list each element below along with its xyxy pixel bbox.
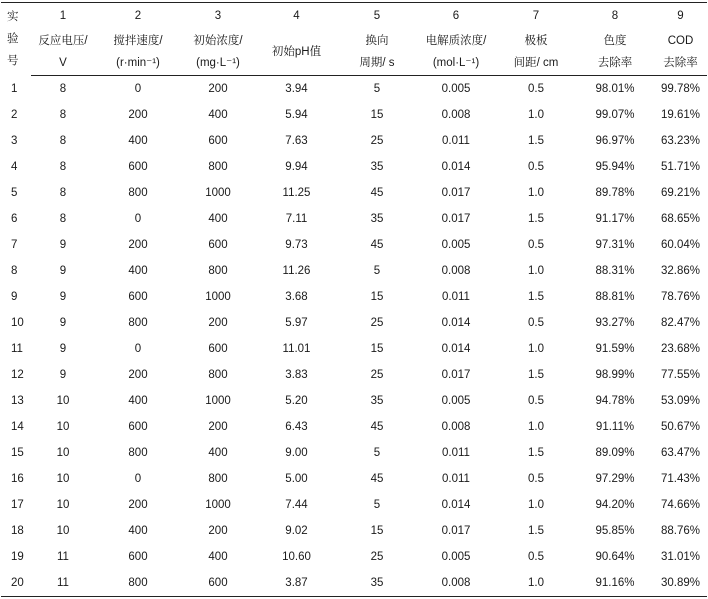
table-cell: 1.5 [528,447,544,459]
col-header-line2: V [59,57,67,69]
table-cell: 0.008 [441,109,471,121]
table-cell: 94.78% [595,395,635,407]
table-cell: 11 [11,343,23,355]
table-cell: 88.31% [595,265,635,277]
table-row [1,102,707,128]
table-cell: 200 [128,499,148,511]
col-header-plate-spacing [496,29,576,76]
experiment-number-header [1,3,31,76]
table-cell: 0.017 [441,525,471,537]
table-cell: 200 [128,369,148,381]
table-cell: 1.0 [528,109,544,121]
table-row [1,492,707,518]
table-cell: 68.65% [660,213,700,225]
col-header-line1: 搅拌速度/ [113,35,163,47]
table-cell: 10.60 [282,551,311,563]
table-cell: 25 [370,317,384,329]
table-cell: 4 [11,161,18,173]
table-cell: 1000 [205,291,231,303]
table-cell: 5.00 [285,473,308,485]
column-number-row [1,3,707,30]
table-cell: 1.0 [528,343,544,355]
table-cell: 0.5 [528,83,544,95]
table-cell: 1.5 [528,525,544,537]
table-cell: 9.02 [285,525,308,537]
col-number: 5 [338,3,416,30]
table-cell: 25 [370,369,384,381]
table-cell: 1.5 [528,135,544,147]
col-header-line1: 初始浓度/ [193,35,243,47]
table-cell: 600 [128,161,148,173]
stub-char-1: 实 [7,11,19,24]
table-cell: 5.94 [285,109,308,121]
table-cell: 99.07% [595,109,635,121]
table-body [1,76,707,597]
table-cell: 600 [128,421,148,433]
table-cell: 15 [370,525,384,537]
table-cell: 8 [11,265,18,277]
table-cell: 89.09% [595,447,635,459]
table-cell: 91.59% [595,343,635,355]
table-cell: 0 [134,213,142,225]
col-number: 9 [654,3,707,30]
column-name-row [1,29,707,76]
table-cell: 800 [95,570,181,597]
table-cell: 8 [59,109,67,121]
table-cell: 0.011 [442,473,470,485]
col-header-reversal-period [338,29,416,76]
table-cell: 53.09% [660,395,700,407]
table-cell: 10 [56,525,70,537]
table-cell: 19.61% [660,109,700,121]
table-cell: 45 [370,239,384,251]
table-cell: 16 [11,473,24,485]
table-row [1,570,707,597]
table-cell: 6 [11,213,18,225]
table-cell: 0.005 [441,395,471,407]
table-row [1,466,707,492]
col-header-color-removal [576,29,654,76]
table-cell: 5.20 [285,395,308,407]
table-cell: 51.71% [660,161,700,173]
table-cell: 11.01 [282,343,311,355]
table-cell: 3.68 [285,291,308,303]
table-cell: 200 [208,317,228,329]
table-cell: 35 [370,213,384,225]
table-cell: 10 [56,421,70,433]
table-cell: 0 [134,83,142,95]
table-cell: 0.5 [528,317,544,329]
table-cell: 200 [128,239,148,251]
table-cell: 0.5 [528,473,544,485]
table-cell: 0.5 [528,395,544,407]
table-cell: 11.25 [282,187,311,199]
experiment-table [1,2,707,597]
col-number: 1 [31,3,95,30]
table-cell: 30.89% [654,570,707,597]
table-cell: 3.83 [285,369,308,381]
table-cell: 82.47% [660,317,700,329]
table-cell: 0.017 [441,369,471,381]
table-row [1,258,707,284]
col-number: 3 [181,3,255,30]
stub-char-2: 验 [7,33,19,46]
table-cell: 14 [11,421,24,433]
table-cell: 8 [59,161,67,173]
col-header-line2: (mg·L⁻¹) [196,57,240,69]
table-cell: 0.5 [528,551,544,563]
table-cell: 1.0 [528,265,544,277]
table-cell: 35 [370,161,384,173]
table-cell: 8 [59,187,67,199]
table-cell: 89.78% [595,187,635,199]
table-cell: 600 [181,570,255,597]
table-row [1,232,707,258]
table-cell: 0.011 [442,135,470,147]
table-cell: 63.23% [660,135,700,147]
table-cell: 200 [208,421,228,433]
table-cell: 0.014 [441,317,471,329]
table-cell: 9 [59,265,67,277]
col-header-line1: 反应电压/ [38,35,88,47]
table-cell: 7.44 [285,499,308,511]
table-cell: 97.29% [595,473,635,485]
table-cell: 15 [370,291,384,303]
table-cell: 20 [1,570,31,597]
table-row [1,128,707,154]
table-cell: 600 [208,135,228,147]
table-cell: 800 [128,447,148,459]
table-cell: 0.011 [442,291,470,303]
table-cell: 11.26 [282,265,311,277]
col-number: 2 [95,3,181,30]
table-cell: 25 [370,551,384,563]
table-cell: 11 [57,551,69,563]
table-cell: 93.27% [595,317,635,329]
table-cell: 10 [56,499,70,511]
table-cell: 10 [56,473,70,485]
table-cell: 0.005 [441,83,471,95]
table-cell: 800 [128,187,148,199]
table-cell: 1.0 [496,570,576,597]
table-cell: 90.64% [595,551,635,563]
table-cell: 50.67% [660,421,700,433]
table-cell: 600 [128,291,148,303]
table-cell: 5.97 [285,317,308,329]
table-cell: 0.005 [441,239,471,251]
table-cell: 8 [59,83,67,95]
table-cell: 3 [11,135,18,147]
table-cell: 45 [370,473,384,485]
table-cell: 9.94 [285,161,308,173]
table-cell: 1 [11,82,18,95]
table-cell: 0 [134,343,142,355]
table-cell: 0.011 [442,447,470,459]
table-row [1,362,707,388]
table-row [1,76,707,103]
table-cell: 98.01% [595,83,635,95]
table-cell: 0.008 [441,265,471,277]
table-cell: 0 [134,473,142,485]
table-row [1,180,707,206]
col-header-line1: 极板 [524,35,548,47]
table-cell: 0.017 [441,213,471,225]
table-cell: 2 [11,109,18,121]
col-header-line2: 周期/ s [359,57,395,69]
table-cell: 5 [373,83,381,95]
col-header-line2: 去除率 [663,57,698,69]
table-cell: 9 [59,239,67,251]
table-cell: 400 [208,213,228,225]
col-number: 6 [416,3,496,30]
table-cell: 23.68% [660,343,700,355]
table-cell: 10 [56,447,70,459]
table-cell: 800 [208,161,228,173]
table-cell: 0.017 [441,187,471,199]
table-cell: 91.16% [576,570,654,597]
table-cell: 9 [59,291,67,303]
table-row [1,310,707,336]
stub-char-3: 号 [7,55,19,68]
table-cell: 0.5 [528,239,544,251]
table-cell: 1.5 [528,291,544,303]
table-row [1,154,707,180]
table-cell: 32.86% [660,265,700,277]
table-cell: 10 [11,317,24,329]
table-cell: 15 [370,109,384,121]
table-cell: 1000 [205,499,231,511]
table-cell: 0.005 [441,551,471,563]
table-cell: 9.73 [285,239,308,251]
table-cell: 91.17% [595,213,635,225]
col-header-line2: (r·min⁻¹) [116,57,160,69]
table-cell: 5 [11,187,18,199]
table-cell: 800 [208,473,228,485]
table-cell: 71.43% [660,473,700,485]
table-cell: 99.78% [660,83,700,95]
table-cell: 3.87 [255,570,338,597]
table-cell: 10 [56,395,70,407]
table-cell: 400 [128,135,148,147]
table-cell: 800 [128,317,148,329]
table-cell: 0.014 [441,499,471,511]
table-cell: 800 [208,369,228,381]
table-cell: 8 [59,213,67,225]
table-cell: 17 [11,499,24,511]
col-number: 7 [496,3,576,30]
table-cell: 0.008 [441,421,471,433]
col-header-line1: COD [667,35,694,47]
table-cell: 600 [128,551,148,563]
table-cell: 18 [11,525,24,537]
table-cell: 400 [128,395,148,407]
col-header-cod-removal [654,29,707,76]
table-cell: 7.63 [285,135,308,147]
table-cell: 1.5 [528,213,544,225]
table-row [1,284,707,310]
table-cell: 35 [338,570,416,597]
table-cell: 9 [59,343,67,355]
col-header-line2: 去除率 [597,57,633,69]
col-header-line1: 换向 [365,35,389,47]
table-cell: 400 [208,551,228,563]
table-cell: 88.76% [660,525,700,537]
table-cell: 11 [31,570,95,597]
table-cell: 1.5 [528,369,544,381]
table-cell: 5 [373,265,381,277]
col-header-stirring-speed [95,29,181,76]
col-header-line2: 间距/ cm [513,57,559,69]
table-cell: 400 [128,525,148,537]
table-cell: 1.0 [528,421,544,433]
table-cell: 9 [11,291,18,303]
table-cell: 9 [59,369,67,381]
table-cell: 7.11 [285,213,308,225]
col-header-voltage [31,29,95,76]
table-cell: 63.47% [660,447,700,459]
col-number: 4 [255,3,338,30]
table-row [1,206,707,232]
table-cell: 97.31% [595,239,635,251]
table-row [1,518,707,544]
table-cell: 600 [208,343,228,355]
table-cell: 45 [370,421,384,433]
table-cell: 95.85% [595,525,635,537]
table-cell: 3.94 [285,83,308,95]
table-cell: 96.97% [595,135,635,147]
table-row [1,336,707,362]
table-cell: 98.99% [595,369,635,381]
table-cell: 0.014 [441,343,471,355]
table-row [1,544,707,570]
table-cell: 94.20% [595,499,635,511]
table-cell: 88.81% [595,291,635,303]
table-cell: 400 [208,109,228,121]
table-cell: 15 [370,343,384,355]
table-cell: 95.94% [595,161,635,173]
table-cell: 6.43 [285,421,308,433]
table-cell: 19 [11,551,24,563]
table-cell: 31.01% [660,551,700,563]
col-header-electrolyte-concentration [416,29,496,76]
table-cell: 400 [128,265,148,277]
table-cell: 0.008 [416,570,496,597]
table-cell: 45 [370,187,384,199]
col-header-initial-ph [255,29,338,76]
table-cell: 77.55% [660,369,700,381]
table-cell: 74.66% [660,499,700,511]
table-cell: 0.5 [528,161,544,173]
col-number: 8 [576,3,654,30]
table-cell: 8 [59,135,67,147]
table-cell: 0.014 [441,161,471,173]
table-cell: 400 [208,447,228,459]
table-cell: 9.00 [285,447,308,459]
table-cell: 5 [373,499,381,511]
col-header-line2: (mol·L⁻¹) [432,57,480,69]
table-cell: 13 [11,395,24,407]
table-cell: 1000 [205,395,231,407]
table-cell: 600 [208,239,228,251]
table-cell: 200 [208,525,228,537]
table-cell: 800 [208,265,228,277]
table-cell: 1.0 [528,187,544,199]
table-cell: 5 [373,447,381,459]
table-cell: 200 [128,109,148,121]
col-header-line1: 色度 [603,35,627,47]
table-row [1,414,707,440]
table-cell: 7 [11,239,18,251]
table-cell: 35 [370,395,384,407]
col-header-line1: 初始pH值 [271,46,322,58]
table-cell: 60.04% [660,239,700,251]
table-cell: 1.0 [528,499,544,511]
col-header-line1: 电解质浓度/ [425,35,487,47]
table-cell: 91.11% [595,421,635,433]
col-header-initial-concentration [181,29,255,76]
table-row [1,388,707,414]
table-cell: 69.21% [660,187,700,199]
table-cell: 200 [208,83,228,95]
table-cell: 1000 [205,187,231,199]
table-cell: 12 [11,369,24,381]
table-cell: 9 [59,317,67,329]
table-row [1,440,707,466]
table-cell: 15 [11,447,24,459]
table-cell: 78.76% [660,291,700,303]
table-cell: 25 [370,135,384,147]
